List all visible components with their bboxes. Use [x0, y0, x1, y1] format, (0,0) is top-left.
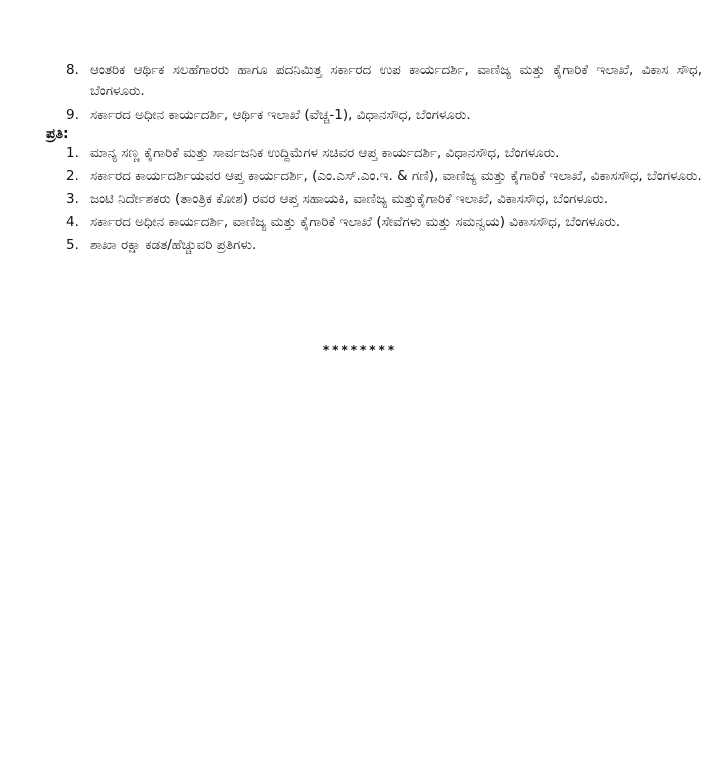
- copy-heading: ಪ್ರತಿ:: [46, 126, 69, 142]
- item-number: 5.: [66, 237, 79, 253]
- item-text: ಶಾಖಾ ರಕ್ಷಾ ಕಡತ/ಹೆಚ್ಚುವರಿ ಪ್ರತಿಗಳು.: [90, 237, 257, 253]
- item-number: 4.: [66, 214, 79, 230]
- item-text: ಮಾನ್ಯ ಸಣ್ಣ ಕೈಗಾರಿಕೆ ಮತ್ತು ಸಾರ್ವಜನಿಕ ಉದ್ದಿಮೆಗಳ ಸಚಿವರ ಆಪ್ತ ಕಾರ್ಯದರ್ಶಿ, ವಿಧಾನಸೌಧ, ಬೆಂಗಳೂರು.: [90, 145, 560, 161]
- list-item: [0, 143, 720, 164]
- end-mark: ********: [322, 343, 398, 357]
- list-item: [0, 105, 720, 126]
- list-item: [0, 235, 720, 256]
- recipient-list: [0, 60, 720, 129]
- item-text: ಸರ್ಕಾರದ ಅಧೀನ ಕಾರ್ಯದರ್ಶಿ, ವಾಣಿಜ್ಯ ಮತ್ತು ಕೈಗಾರಿಕೆ ಇಲಾಖೆ (ಸೇವೆಗಳು ಮತ್ತು ಸಮನ್ವಯ) ವಿಕಾಸಸೌಧ, ಬೆಂಗಳೂರು.: [90, 214, 621, 230]
- item-text: ಸರ್ಕಾರದ ಅಧೀನ ಕಾರ್ಯದರ್ಶಿ, ಆರ್ಥಿಕ ಇಲಾಖೆ (ವೆಚ್ಚ-1), ವಿಧಾನಸೌಧ, ಬೆಂಗಳೂರು.: [90, 107, 471, 123]
- item-text: ಜಂಟಿ ನಿರ್ದೇಶಕರು (ತಾಂತ್ರಿಕ ಕೋಶ) ರವರ ಆಪ್ತ ಸಹಾಯಕಿ, ವಾಣಿಜ್ಯ ಮತ್ತುಕೈಗಾರಿಕೆ ಇಲಾಖೆ, ವಿಕಾಸಸೌಧ, ಬೆಂಗಳೂರು.: [90, 191, 609, 207]
- item-number: 2.: [66, 168, 79, 184]
- item-number: 8.: [66, 62, 79, 78]
- item-text: ಆಂತರಿಕ ಆರ್ಥಿಕ ಸಲಹೆಗಾರರು ಹಾಗೂ ಪದನಿಮಿತ್ತ ಸರ್ಕಾರದ ಉಪ ಕಾರ್ಯದರ್ಶಿ, ವಾಣಿಜ್ಯ ಮತ್ತು ಕೈಗಾರಿಕೆ ಇಲಾಖೆ, ವಿಕಾಸ ಸೌಧ, ಬೆಂಗಳೂರು.: [90, 62, 702, 99]
- item-number: 3.: [66, 191, 79, 207]
- item-number: 9.: [66, 107, 79, 123]
- list-item: [0, 60, 720, 102]
- copy-list: [0, 143, 720, 258]
- item-text: ಸರ್ಕಾರದ ಕಾರ್ಯದರ್ಶಿಯವರ ಆಪ್ತ ಕಾರ್ಯದರ್ಶಿ, (ಎಂ.ಎಸ್.ಎಂ.ಇ. & ಗಣಿ), ವಾಣಿಜ್ಯ ಮತ್ತು ಕೈಗಾರಿಕೆ ಇಲಾಖೆ, ವಿಕಾಸಸೌಧ, ಬೆಂಗಳೂರು.: [90, 168, 702, 184]
- list-item: [0, 166, 720, 187]
- list-item: [0, 189, 720, 210]
- list-item: [0, 212, 720, 233]
- item-number: 1.: [66, 145, 79, 161]
